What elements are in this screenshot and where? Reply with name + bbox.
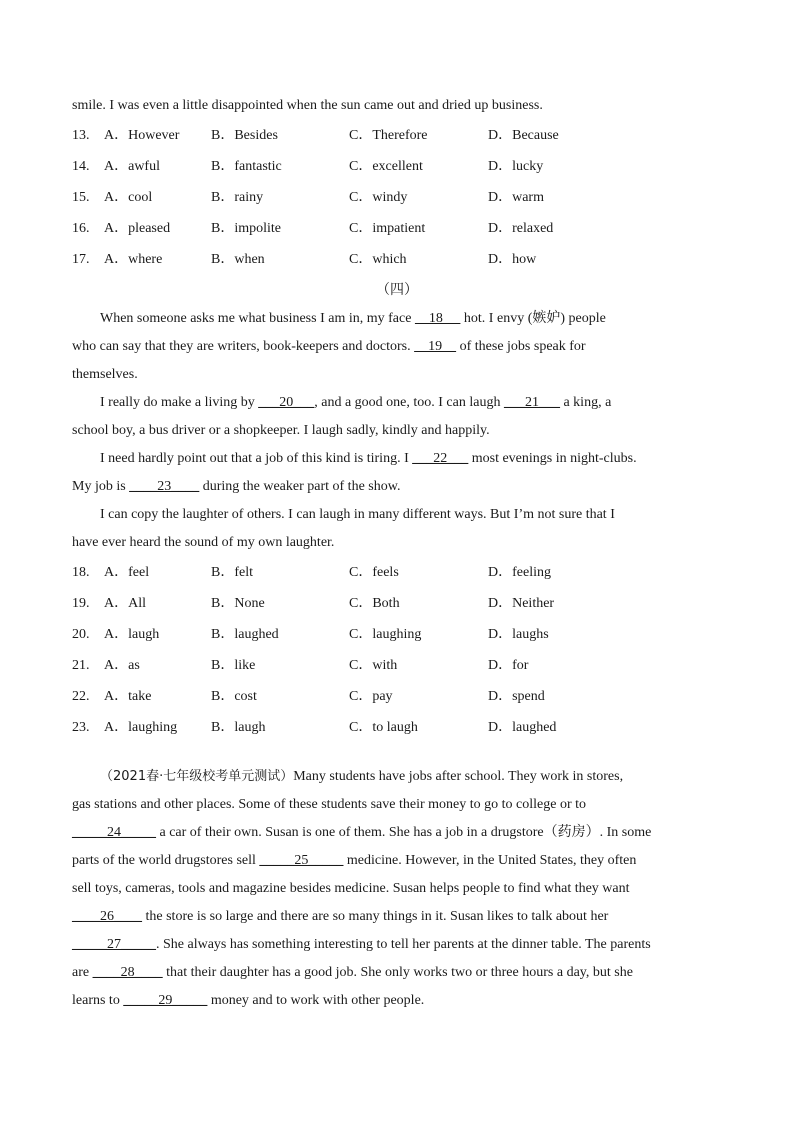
option-c: C．impatient [349, 221, 426, 236]
passage-four [72, 305, 722, 557]
option-c: C．laughing [349, 627, 422, 642]
option-d: D．laughs [488, 627, 549, 642]
option-a: A．take [104, 689, 152, 704]
question-number: 13. [72, 128, 90, 143]
passage-tail: smile. I was even a little disappointed when the sun came out and dried up business. [72, 98, 543, 113]
passage-five-line [72, 931, 722, 959]
blank-20: ___20___ [258, 395, 315, 410]
blank-26: ____26____ [72, 909, 142, 924]
text: parts of the world drugstores sell [72, 853, 260, 868]
question-row [72, 557, 722, 588]
text: , and a good one, too. I can laugh [314, 395, 504, 410]
text: money and to work with other people. [207, 993, 425, 1008]
option-b: B．laughed [211, 627, 279, 642]
question-row [72, 712, 722, 743]
question-number: 22. [72, 689, 90, 704]
option-b: B．None [211, 596, 265, 611]
option-d: D．feeling [488, 565, 551, 580]
option-d: D．warm [488, 190, 544, 205]
option-a: A．However [104, 128, 180, 143]
text: hot. I envy (嫉妒) people [460, 311, 606, 326]
option-c: C．feels [349, 565, 399, 580]
text: When someone asks me what business I am in, my face [100, 311, 415, 326]
blank-18: 18 [414, 311, 461, 326]
text: My job is [72, 479, 130, 494]
question-group-18-23 [72, 557, 722, 743]
question-number: 20. [72, 627, 90, 642]
option-c: C．with [349, 658, 398, 673]
blank-25: _____25_____ [259, 853, 344, 868]
question-row [72, 213, 722, 244]
option-a: A．feel [104, 565, 150, 580]
option-d: D．spend [488, 689, 545, 704]
option-b: B．like [211, 658, 256, 673]
passage-five-line [72, 847, 722, 875]
text: medicine. However, in the United States, they often [343, 853, 637, 868]
text: of these jobs speak for [456, 339, 586, 354]
passage-five-line: gas stations and other places. Some of these students save their money to go to college or to [72, 797, 586, 812]
option-c: C．which [349, 252, 407, 267]
text: I really do make a living by [100, 395, 259, 410]
question-number: 21. [72, 658, 90, 673]
option-b: B．fantastic [211, 159, 282, 174]
text: a king, a [559, 395, 612, 410]
passage-four-line [72, 305, 722, 333]
passage-five-line [72, 763, 722, 791]
question-group-13-17 [72, 120, 722, 275]
option-b: B．laugh [211, 720, 266, 735]
option-c: C．pay [349, 689, 393, 704]
text: I need hardly point out that a job of this kind is tiring. I [100, 451, 413, 466]
option-d: D．how [488, 252, 537, 267]
option-b: B．Besides [211, 128, 278, 143]
question-number: 16. [72, 221, 90, 236]
question-row [72, 619, 722, 650]
question-number: 23. [72, 720, 90, 735]
question-number: 19. [72, 596, 90, 611]
text: Many students have jobs after school. They work in stores, [293, 769, 624, 784]
passage-four-line [72, 473, 722, 501]
passage-five-line: sell toys, cameras, tools and magazine besides medicine. Susan helps people to find what they want [72, 881, 630, 896]
option-d: D．Neither [488, 596, 555, 611]
passage-four-line [72, 389, 722, 417]
passage-five-line [72, 959, 722, 987]
passage-four-line [72, 333, 722, 361]
option-b: B．rainy [211, 190, 264, 205]
option-d: D．relaxed [488, 221, 554, 236]
text: the store is so large and there are so many things in it. Susan likes to talk about her [142, 909, 609, 924]
exam-page [72, 92, 722, 1015]
question-row [72, 681, 722, 712]
blank-22: ___22___ [412, 451, 469, 466]
question-row [72, 650, 722, 681]
passage-four-line: school boy, a bus driver or a shopkeeper. I laugh sadly, kindly and happily. [72, 423, 490, 438]
blank-28: ____28____ [92, 965, 163, 980]
option-a: A．where [104, 252, 163, 267]
text: a car of their own. Susan is one of them. She has a job in a drugstore（药房）. In some [156, 825, 652, 840]
option-a: A．laugh [104, 627, 160, 642]
option-a: A．cool [104, 190, 153, 205]
source-label: （2021春·七年级校考单元测试） [100, 769, 294, 784]
text: . She always has something interesting to tell her parents at the dinner table. The parents [156, 937, 651, 952]
question-number: 15. [72, 190, 90, 205]
passage-five-line [72, 819, 722, 847]
passage-four-line: have ever heard the sound of my own laughter. [72, 535, 335, 550]
blank-27: _____27_____ [72, 937, 156, 952]
text: learns to [72, 993, 124, 1008]
option-d: D．laughed [488, 720, 557, 735]
section-title: （四） [376, 282, 418, 298]
option-b: B．cost [211, 689, 257, 704]
option-c: C．Both [349, 596, 400, 611]
option-a: A．laughing [104, 720, 178, 735]
text: that their daughter has a good job. She only works two or three hours a day, but she [162, 965, 633, 980]
option-c: C．excellent [349, 159, 423, 174]
blank-21: ___21___ [503, 395, 560, 410]
text: are [72, 965, 93, 980]
question-row [72, 182, 722, 213]
blank-29: _____29_____ [123, 993, 208, 1008]
question-row [72, 120, 722, 151]
passage-five-line [72, 903, 722, 931]
option-d: D．for [488, 658, 529, 673]
option-a: A．pleased [104, 221, 171, 236]
question-number: 14. [72, 159, 90, 174]
question-row [72, 244, 722, 275]
text: during the weaker part of the show. [199, 479, 401, 494]
option-c: C．Therefore [349, 128, 428, 143]
question-row [72, 151, 722, 182]
option-b: B．impolite [211, 221, 281, 236]
passage-four-line: I can copy the laughter of others. I can laugh in many different ways. But I’m not sure that I [100, 507, 615, 522]
option-c: C．to laugh [349, 720, 418, 735]
option-d: D．lucky [488, 159, 544, 174]
option-a: A．awful [104, 159, 160, 174]
passage-five [72, 763, 722, 1015]
text: most evenings in night-clubs. [468, 451, 637, 466]
blank-23: ____23____ [129, 479, 200, 494]
passage-four-line [72, 445, 722, 473]
passage-five-line [72, 987, 722, 1015]
text: who can say that they are writers, book-keepers and doctors. [72, 339, 415, 354]
option-b: B．when [211, 252, 265, 267]
question-number: 18. [72, 565, 90, 580]
passage-four-line: themselves. [72, 367, 138, 382]
option-d: D．Because [488, 128, 559, 143]
question-number: 17. [72, 252, 90, 267]
option-b: B．felt [211, 565, 253, 580]
option-a: A．All [104, 596, 146, 611]
option-c: C．windy [349, 190, 408, 205]
spacer [72, 743, 722, 763]
blank-19: 19 [414, 339, 457, 354]
question-row [72, 588, 722, 619]
option-a: A．as [104, 658, 140, 673]
blank-24: _____24_____ [72, 825, 156, 840]
